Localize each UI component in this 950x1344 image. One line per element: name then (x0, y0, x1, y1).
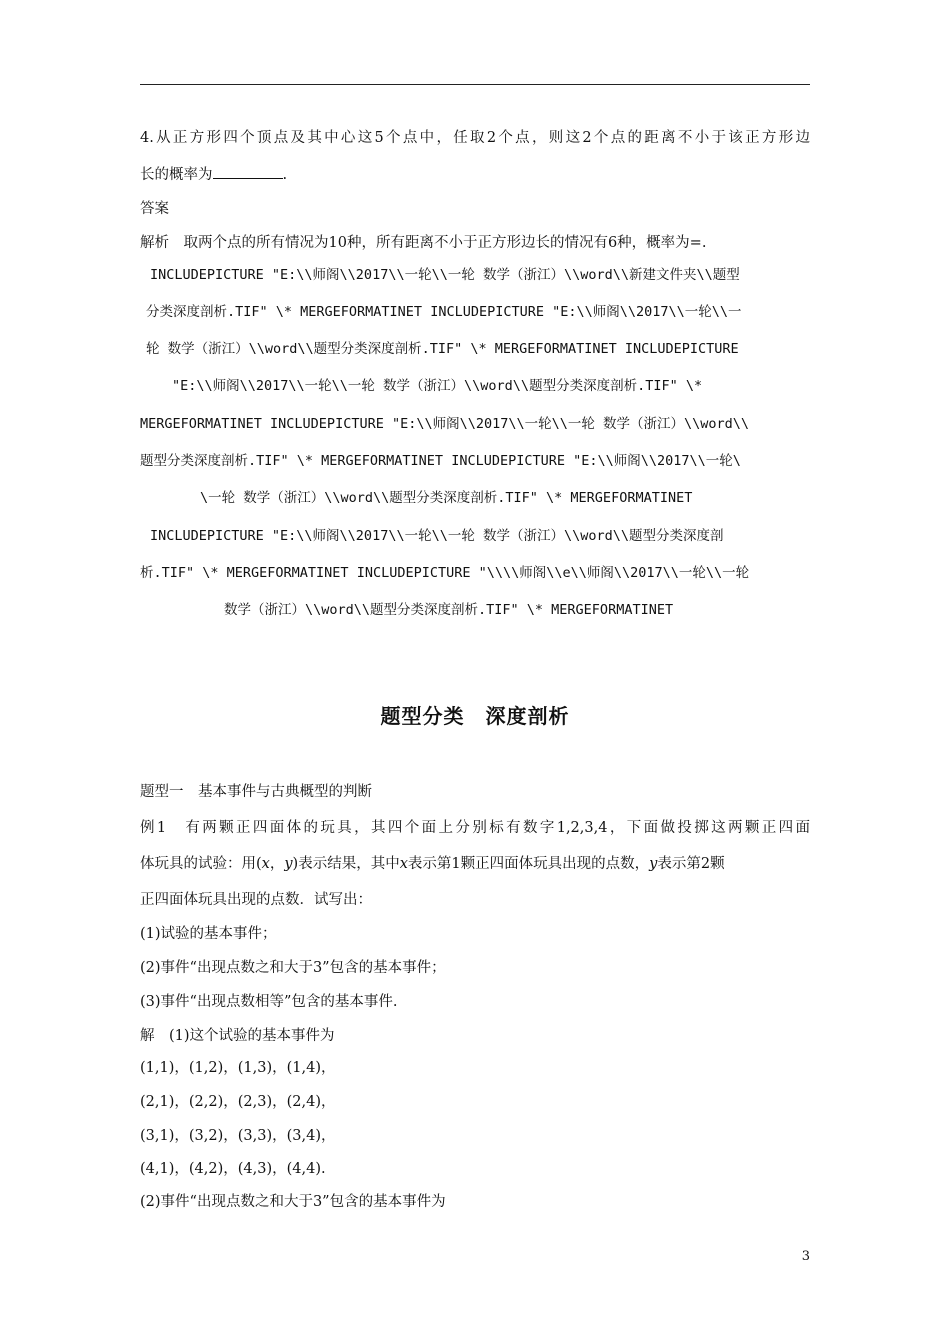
field-code-line: 析.TIF" \* MERGEFORMATINET INCLUDEPICTURE "\\\\师阁\\e\\师阁\\2017\\一轮\\一轮 (140, 565, 750, 581)
field-code-line: 轮 数学（浙江）\\word\\题型分类深度剖析.TIF" \* MERGEFORMATINET INCLUDEPICTURE (146, 341, 739, 357)
question-1: (1)试验的基本事件； (140, 926, 277, 942)
problem4-line2-prefix: 长的概率为 (140, 167, 213, 183)
section-title: 题型分类 深度剖析 (380, 704, 570, 728)
field-code-line: MERGEFORMATINET INCLUDEPICTURE "E:\\师阁\\2017\\一轮\\一轮 数学（浙江）\\word\\ (140, 416, 750, 432)
example1-line2-a: 体玩具的试验：用( (140, 856, 262, 872)
problem4-line2-suffix: . (282, 167, 288, 183)
var-x: x (261, 856, 270, 872)
question-3: (3)事件“出现点数相等”包含的基本事件. (140, 994, 398, 1010)
field-code-line: 题型分类深度剖析.TIF" \* MERGEFORMATINET INCLUDEPICTURE "E:\\师阁\\2017\\一轮\ (140, 453, 741, 469)
var-y: y (284, 856, 293, 872)
example1-line2 (140, 854, 725, 874)
field-code-line: INCLUDEPICTURE "E:\\师阁\\2017\\一轮\\一轮 数学（浙江）\\word\\新建文件夹\\题型 (150, 267, 740, 283)
answer-label: 答案 (140, 201, 169, 217)
solution-row: (4,1)，(4,2)，(4,3)，(4,4). (140, 1161, 326, 1177)
type1-title: 题型一 基本事件与古典概型的判断 (140, 784, 372, 800)
example1-line2-c: 表示第1颗正四面体玩具出现的点数， (407, 856, 650, 872)
field-code-line: "E:\\师阁\\2017\\一轮\\一轮 数学（浙江）\\word\\题型分类深度剖析.TIF" \* (172, 378, 703, 394)
problem4-line1: 4.从正方形四个顶点及其中心这5个点中，任取2个点，则这2个点的距离不小于该正方形边 (140, 130, 810, 146)
answer-blank (213, 166, 283, 179)
page-number: 3 (801, 1249, 810, 1264)
example1-line2-d: 表示第2颗 (657, 856, 725, 872)
solution-row: (1,1)，(1,2)，(1,3)，(1,4)， (140, 1060, 336, 1076)
example1-line2-b: )表示结果，其中 (292, 856, 400, 872)
field-code-line: \一轮 数学（浙江）\\word\\题型分类深度剖析.TIF" \* MERGEFORMATINET (200, 490, 693, 506)
problem4-line2 (140, 165, 287, 185)
field-code-line: INCLUDEPICTURE "E:\\师阁\\2017\\一轮\\一轮 数学（浙江）\\word\\题型分类深度剖 (150, 528, 724, 544)
solution-line1: 解 (1)这个试验的基本事件为 (140, 1028, 335, 1044)
var-x: x (399, 856, 408, 872)
field-code-line: 数学（浙江）\\word\\题型分类深度剖析.TIF" \* MERGEFORMATINET (224, 602, 674, 618)
solution-row: (3,1)，(3,2)，(3,3)，(3,4)， (140, 1128, 336, 1144)
example1-line1: 例1 有两颗正四面体的玩具，其四个面上分别标有数字1,2,3,4，下面做投掷这两颗正四面 (140, 820, 810, 836)
example1-line3: 正四面体玩具出现的点数．试写出： (140, 892, 372, 908)
solution-last-line: (2)事件“出现点数之和大于3”包含的基本事件为 (140, 1194, 446, 1210)
solution-row: (2,1)，(2,2)，(2,3)，(2,4)， (140, 1094, 336, 1110)
question-2: (2)事件“出现点数之和大于3”包含的基本事件； (140, 960, 446, 976)
comma: ， (269, 856, 285, 872)
var-y: y (649, 856, 658, 872)
analysis-text: 解析 取两个点的所有情况为10种，所有距离不小于正方形边长的情况有6种，概率为=. (140, 235, 707, 251)
header-rule (140, 84, 810, 85)
field-code-line: 分类深度剖析.TIF" \* MERGEFORMATINET INCLUDEPICTURE "E:\\师阁\\2017\\一轮\\一 (146, 304, 742, 320)
